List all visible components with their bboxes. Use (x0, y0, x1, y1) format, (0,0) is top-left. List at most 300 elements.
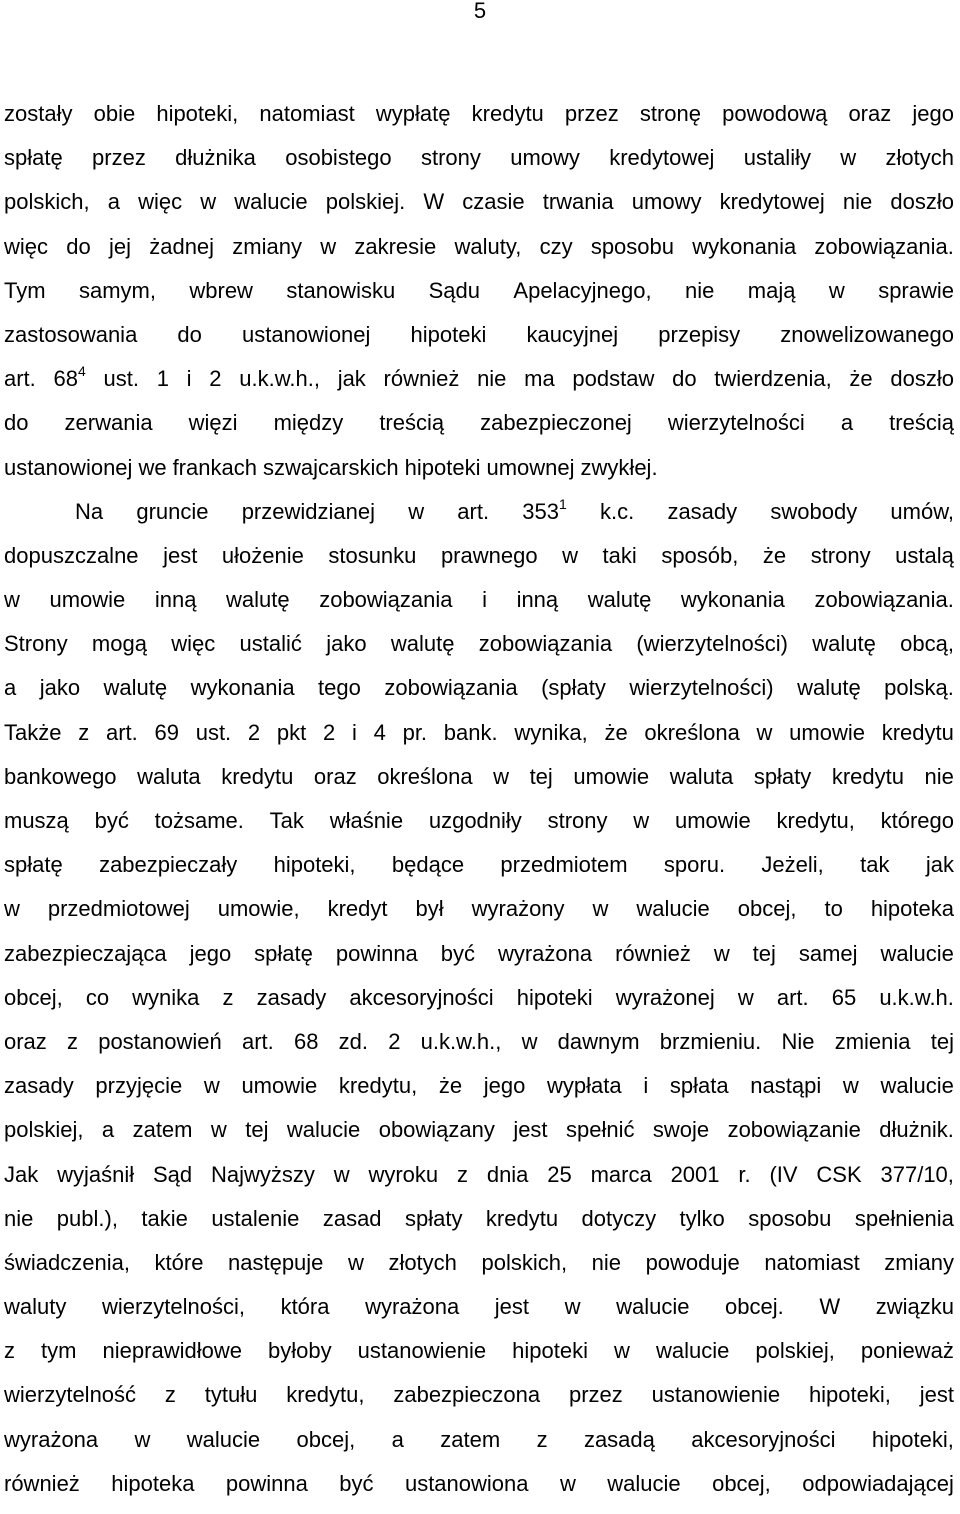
word: tej (245, 1117, 269, 1143)
word: Jeżeli, (761, 852, 824, 878)
word: ustanowionej (4, 454, 133, 480)
text-line (4, 446, 954, 490)
word: przedmiotem (500, 852, 628, 878)
word: jest (494, 1294, 530, 1320)
word: wypłata (547, 1073, 622, 1099)
word: zobowiązania (478, 631, 613, 657)
word: u.k.w.h., (420, 1028, 502, 1054)
word: strony (810, 542, 871, 568)
word: w (203, 1073, 220, 1099)
word: zasad (322, 1205, 382, 1231)
word: byłoby (268, 1338, 332, 1364)
word: nie (477, 366, 507, 392)
text-line (4, 1153, 954, 1197)
text-line (4, 1108, 954, 1152)
text-line (4, 401, 954, 445)
word: i (482, 587, 487, 613)
word: jego (483, 1073, 526, 1099)
word: odpowiadającej (802, 1470, 954, 1496)
word: wykonania (692, 233, 797, 259)
word: 69 (154, 719, 179, 745)
word: zostały (4, 101, 73, 126)
word: dawnym (557, 1028, 640, 1054)
word: że (849, 366, 873, 392)
word: frankach (172, 454, 257, 480)
word: prawnego (440, 542, 538, 568)
word: które (154, 1249, 204, 1275)
text-line (4, 1020, 954, 1064)
word: znowelizowanego (780, 321, 954, 347)
word: obcą, (900, 631, 954, 657)
word: zatem (440, 1426, 501, 1452)
word: $353^1$ (522, 495, 567, 524)
word: więzi (188, 410, 238, 436)
word: z (456, 1161, 468, 1187)
word: jest (919, 1382, 954, 1408)
word: w (592, 896, 609, 922)
word: w (200, 189, 217, 215)
word: powinna (335, 940, 418, 966)
word: złotych (388, 1249, 457, 1275)
word: spełnić (565, 1117, 635, 1143)
word: dłużnika (175, 145, 256, 171)
word: doszło (890, 366, 954, 392)
word: umów, (890, 498, 954, 524)
word: wierzytelności (667, 410, 805, 436)
word: inną (516, 587, 559, 613)
word: umowie (789, 719, 865, 745)
word: treścią (379, 410, 445, 436)
word: polskich, (4, 189, 90, 215)
word: ustaliły (743, 145, 811, 171)
word: (spłaty (541, 675, 606, 701)
word: przez (564, 101, 619, 126)
word: czy (539, 233, 573, 259)
word: zobowiązanie (727, 1117, 861, 1143)
word: wierzytelności, (101, 1294, 245, 1320)
word: sposobu (748, 1205, 832, 1231)
word: zmienia (834, 1028, 911, 1054)
word: Tym (4, 277, 46, 303)
word: wierzytelność (4, 1382, 137, 1408)
word: zerwania (64, 410, 153, 436)
word: 68 (293, 1028, 319, 1054)
word: że (762, 542, 787, 568)
word: wierzytelności) (629, 675, 774, 701)
word: oraz (848, 101, 892, 126)
word: 25 (547, 1161, 572, 1187)
word: ma (524, 366, 555, 392)
text-line (4, 578, 954, 622)
word: nie (591, 1249, 621, 1275)
word: obcej, (296, 1426, 356, 1452)
word: być (94, 808, 129, 833)
word: 377/10, (880, 1161, 954, 1187)
word: samej (798, 940, 858, 966)
word: sposób, (661, 542, 739, 568)
text-line (4, 1418, 954, 1462)
document-body (4, 92, 954, 1506)
word: czasie (462, 189, 525, 215)
word: hipoteki, (273, 852, 356, 878)
text-line (4, 1329, 954, 1373)
word: jego (189, 940, 232, 966)
word: treścią (889, 410, 954, 436)
word: bankowego (4, 763, 117, 789)
text-line (4, 976, 954, 1020)
word: Jak (4, 1161, 39, 1187)
word: zasadą (583, 1426, 655, 1452)
word: nieprawidłowe (102, 1338, 242, 1364)
superscript: 4 (78, 363, 86, 380)
word: do (66, 233, 91, 259)
word: uzgodniły (428, 808, 522, 833)
word: również (615, 940, 691, 966)
word: walutę (226, 587, 290, 613)
word: jego (912, 101, 954, 126)
word: kredytu (881, 719, 954, 745)
word: ust. (103, 366, 139, 392)
word: spłaty (404, 1205, 463, 1231)
word: właśnie (329, 808, 404, 833)
word: szwajcarskich (262, 454, 399, 480)
word: walucie (636, 896, 710, 922)
word: walutę (103, 675, 168, 701)
word: w (562, 542, 578, 568)
word: obcej, (4, 984, 63, 1010)
word: sprawie (878, 277, 954, 303)
word: strony (420, 145, 481, 171)
word: zakresie (354, 233, 437, 259)
word: powinna (225, 1470, 308, 1496)
word: art. (4, 366, 36, 392)
word: w (333, 1161, 350, 1187)
word: wynika, (514, 719, 588, 745)
word: że (438, 1073, 463, 1099)
word: w (564, 1294, 581, 1320)
word: dnia (486, 1161, 529, 1187)
word: gruncie (136, 498, 209, 524)
word: powoduje (645, 1249, 740, 1275)
word: natomiast (764, 1249, 860, 1275)
word: polską. (884, 675, 954, 701)
word: wyrażony (471, 896, 565, 922)
word: z (67, 1028, 78, 1054)
word: z (78, 719, 90, 745)
word: walucie (880, 940, 954, 966)
word: jest (163, 542, 198, 568)
text-line (4, 843, 954, 887)
text-line (4, 799, 954, 843)
text-line (4, 666, 954, 710)
word: umowy (631, 189, 702, 215)
word: zasady (256, 984, 327, 1010)
word: przez (92, 145, 146, 171)
word: trwania (542, 189, 614, 215)
text-line (4, 92, 954, 136)
word: a (840, 410, 854, 436)
word: kredytowej (719, 189, 825, 215)
word: walucie (880, 1073, 954, 1099)
word: w (4, 587, 20, 613)
word: wyjaśnił (57, 1161, 135, 1187)
word: u.k.w.h., (239, 366, 320, 392)
word: a (4, 675, 17, 701)
word: a (107, 189, 120, 215)
word: był (415, 896, 444, 922)
word: polskich, (481, 1249, 568, 1275)
word: przyjęcie (95, 1073, 183, 1099)
word: spłatę (254, 940, 313, 966)
word: umowie (573, 763, 650, 789)
text-line (4, 1064, 954, 1108)
word: związku (875, 1294, 954, 1320)
word: w (842, 1073, 859, 1099)
word: ustalą (895, 542, 954, 568)
text-line (4, 1197, 954, 1241)
word: walucie (616, 1294, 690, 1320)
text-line (4, 490, 954, 534)
word: walucie (607, 1470, 681, 1496)
word: zmiany (884, 1249, 954, 1275)
word: art. (105, 719, 138, 745)
word: stronę (639, 101, 701, 126)
word: twierdzenia, (714, 366, 832, 392)
word: nie (4, 1205, 34, 1231)
word: wypłatę (375, 101, 451, 126)
word: tytułu (204, 1382, 258, 1408)
word: wyrażona (497, 940, 593, 966)
word: walutę (587, 587, 652, 613)
word: Także (4, 719, 62, 745)
word: r. (738, 1161, 751, 1187)
word: walucie (186, 1426, 261, 1452)
word: podstaw (572, 366, 655, 392)
word: między (273, 410, 344, 436)
word: w (633, 808, 650, 833)
word: dotyczy (581, 1205, 657, 1231)
word: tej (752, 940, 776, 966)
word: 1 (156, 366, 169, 392)
word: obcej. (725, 1294, 784, 1320)
word: z (536, 1426, 548, 1452)
word: dłużnik. (879, 1117, 954, 1143)
text-line (4, 755, 954, 799)
word: umownej (486, 454, 575, 480)
word: polskiej. (325, 189, 406, 215)
text-line (4, 357, 954, 401)
word: waluty, (454, 233, 522, 259)
word: kredytu, (338, 1073, 418, 1099)
word: sposobu (590, 233, 674, 259)
word: umowie (49, 587, 126, 613)
word: walucie (234, 189, 308, 215)
word: bank. (443, 719, 498, 745)
word: złotych (885, 145, 954, 171)
word: tożsame. (154, 808, 244, 833)
word: to (824, 896, 843, 922)
word: Na (75, 498, 104, 524)
word: ustanowienie (357, 1338, 487, 1364)
word: tej (930, 1028, 954, 1054)
text-line (4, 1285, 954, 1329)
word: jako (326, 631, 367, 657)
word: W (819, 1294, 841, 1320)
word: że (604, 719, 628, 745)
word: obcej, (712, 1470, 771, 1496)
word: wyrażona (365, 1294, 460, 1320)
word: mają (747, 277, 796, 303)
word: nie (685, 277, 715, 303)
word: waluty (4, 1294, 67, 1320)
word: umowie, (217, 896, 300, 922)
word: wbrew (189, 277, 253, 303)
word: we (138, 454, 167, 480)
word: również (4, 1470, 80, 1496)
word: ustanowienie (651, 1382, 781, 1408)
word: 2 (388, 1028, 401, 1054)
word: 2 (322, 719, 336, 745)
word: u.k.w.h. (879, 984, 954, 1010)
word: hipoteka (111, 1470, 195, 1496)
word: W (423, 189, 445, 215)
word: takie (141, 1205, 188, 1231)
word: hipoteki, (808, 1382, 891, 1408)
word: Apelacyjnego, (513, 277, 652, 303)
word: stosunku (328, 542, 417, 568)
word: zabezpieczona (393, 1382, 541, 1408)
word: przedmiotowej (47, 896, 190, 922)
word: osobistego (285, 145, 392, 171)
text-line (4, 136, 954, 180)
word: przez (568, 1382, 623, 1408)
word: sporu. (663, 852, 726, 878)
word: kaucyjnej (526, 321, 619, 347)
word: walutę (390, 631, 455, 657)
word: z (222, 984, 234, 1010)
word: polskiej, (755, 1338, 835, 1364)
word: k.c. (600, 498, 635, 524)
word: wyrażonej (615, 984, 715, 1010)
word: do (177, 321, 202, 347)
word: jako (39, 675, 81, 701)
text-line (4, 269, 954, 313)
word: nastąpi (750, 1073, 822, 1099)
text-line (4, 887, 954, 931)
word: w (614, 1338, 630, 1364)
word: zabezpieczająca (4, 940, 167, 966)
word: więc (4, 233, 49, 259)
word: którego (880, 808, 954, 833)
word: więc (171, 631, 216, 657)
word: zatem (132, 1117, 193, 1143)
word: jest (513, 1117, 548, 1143)
text-line (4, 534, 954, 578)
word: w (828, 277, 845, 303)
word: art. (457, 498, 490, 524)
word: i (186, 366, 192, 392)
word: co (85, 984, 110, 1010)
word: 2 (247, 719, 261, 745)
word: a (391, 1426, 404, 1452)
word: waluta (669, 763, 734, 789)
word: Strony (4, 631, 68, 657)
word: brzmieniu. (659, 1028, 762, 1054)
word: kredyt (327, 896, 388, 922)
word: umowie (241, 1073, 318, 1099)
word: pkt (276, 719, 307, 745)
word: Sąd (152, 1161, 193, 1187)
word: przewidzianej (241, 498, 375, 524)
word: być (440, 940, 475, 966)
word: CSK (816, 1161, 862, 1187)
text-line (4, 225, 954, 269)
word: do (672, 366, 697, 392)
word: z (164, 1382, 176, 1408)
word: nie (924, 763, 954, 789)
word: w (737, 984, 754, 1010)
word: kredytowej (609, 145, 715, 171)
word: spełnienia (854, 1205, 954, 1231)
word: hipoteki (516, 984, 593, 1010)
word: strony (547, 808, 608, 833)
word: wyroku (368, 1161, 439, 1187)
word: ustalić (239, 631, 302, 657)
word: 4 (373, 719, 386, 745)
word: hipoteki, (156, 101, 239, 126)
word: akcesoryjności (691, 1426, 836, 1452)
word: do (4, 410, 29, 436)
word: (wierzytelności) (636, 631, 788, 657)
word: 2 (209, 366, 222, 392)
word: wykonania (190, 675, 295, 701)
word: zabezpieczonej (480, 410, 632, 436)
text-line (4, 622, 954, 666)
word: i (643, 1073, 649, 1099)
word: Najwyższy (210, 1161, 315, 1187)
word: inną (154, 587, 197, 613)
word: spłaty (753, 763, 812, 789)
word: umowie (674, 808, 751, 833)
word: zobowiązania. (814, 587, 954, 613)
word: przepisy (658, 321, 741, 347)
word: tego (318, 675, 361, 701)
word: w (559, 1470, 576, 1496)
word: doszło (890, 189, 954, 215)
word: zobowiązania. (814, 233, 954, 259)
word: swoje (652, 1117, 710, 1143)
word: walutę (812, 631, 876, 657)
page-number: 5 (473, 0, 487, 23)
word: określona (377, 763, 473, 789)
word: spłata (669, 1073, 729, 1099)
word: następuje (228, 1249, 324, 1275)
word: spłatę (4, 145, 63, 171)
word: tak (860, 852, 890, 878)
word: 65 (831, 984, 857, 1010)
word: kredytu, (776, 808, 855, 833)
word: w (347, 1249, 364, 1275)
word: ustanowiona (404, 1470, 529, 1496)
word: walucie (286, 1117, 361, 1143)
word: zobowiązania (319, 587, 453, 613)
word: hipoteki, (871, 1426, 954, 1452)
word: żadnej (149, 233, 215, 259)
word: również (383, 366, 460, 392)
word: być (339, 1470, 374, 1496)
superscript: 1 (559, 495, 567, 512)
word: zobowiązania (384, 675, 518, 701)
